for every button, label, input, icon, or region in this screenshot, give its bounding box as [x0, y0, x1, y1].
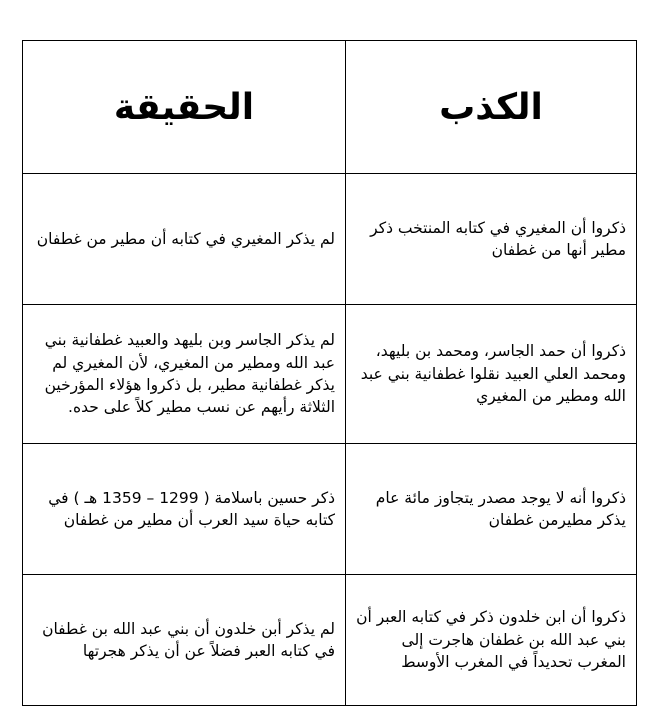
table-row [23, 174, 637, 305]
truth-cell: لم يذكر المغيري في كتابه أن مطير من غطفان [23, 174, 346, 305]
table-row [23, 444, 637, 575]
truth-cell: لم يذكر أبن خلدون أن بني عبد الله بن غطفان في كتابه العبر فضلاً عن أن يذكر هجرتها [23, 575, 346, 706]
falsehood-cell: ذكروا أنه لا يوجد مصدر يتجاوز مائة عام يذكر مطيرمن غطفان [346, 444, 637, 575]
falsehood-cell: ذكروا أن المغيري في كتابه المنتخب ذكر مطير أنها من غطفان [346, 174, 637, 305]
table-row [23, 575, 637, 706]
truth-cell: ذكر حسين باسلامة ( 1299 – 1359 هـ ) في كتابه حياة سيد العرب أن مطير من غطفان [23, 444, 346, 575]
truth-header: الحقيقة [23, 41, 346, 174]
falsehood-cell: ذكروا أن حمد الجاسر، ومحمد بن بليهد، ومحمد العلي العبيد نقلوا غطفانية بني عبد الله ومطير من المغيري [346, 305, 637, 444]
falsehood-header: الكذب [346, 41, 637, 174]
truth-cell: لم يذكر الجاسر وبن بليهد والعبيد غطفانية بني عبد الله ومطير من المغيري، لأن المغيري لم يذكر غطفانية مطير، بل ذكروا هؤلاء المؤرخين الثلاثة رأيهم عن نسب مطير كلاً على حده. [23, 305, 346, 444]
table-row [23, 305, 637, 444]
comparison-table [22, 40, 637, 706]
header-row [23, 41, 637, 174]
falsehood-cell: ذكروا أن ابن خلدون ذكر في كتابه العبر أن بني عبد الله بن غطفان هاجرت إلى المغرب تحديداً في المغرب الأوسط [346, 575, 637, 706]
